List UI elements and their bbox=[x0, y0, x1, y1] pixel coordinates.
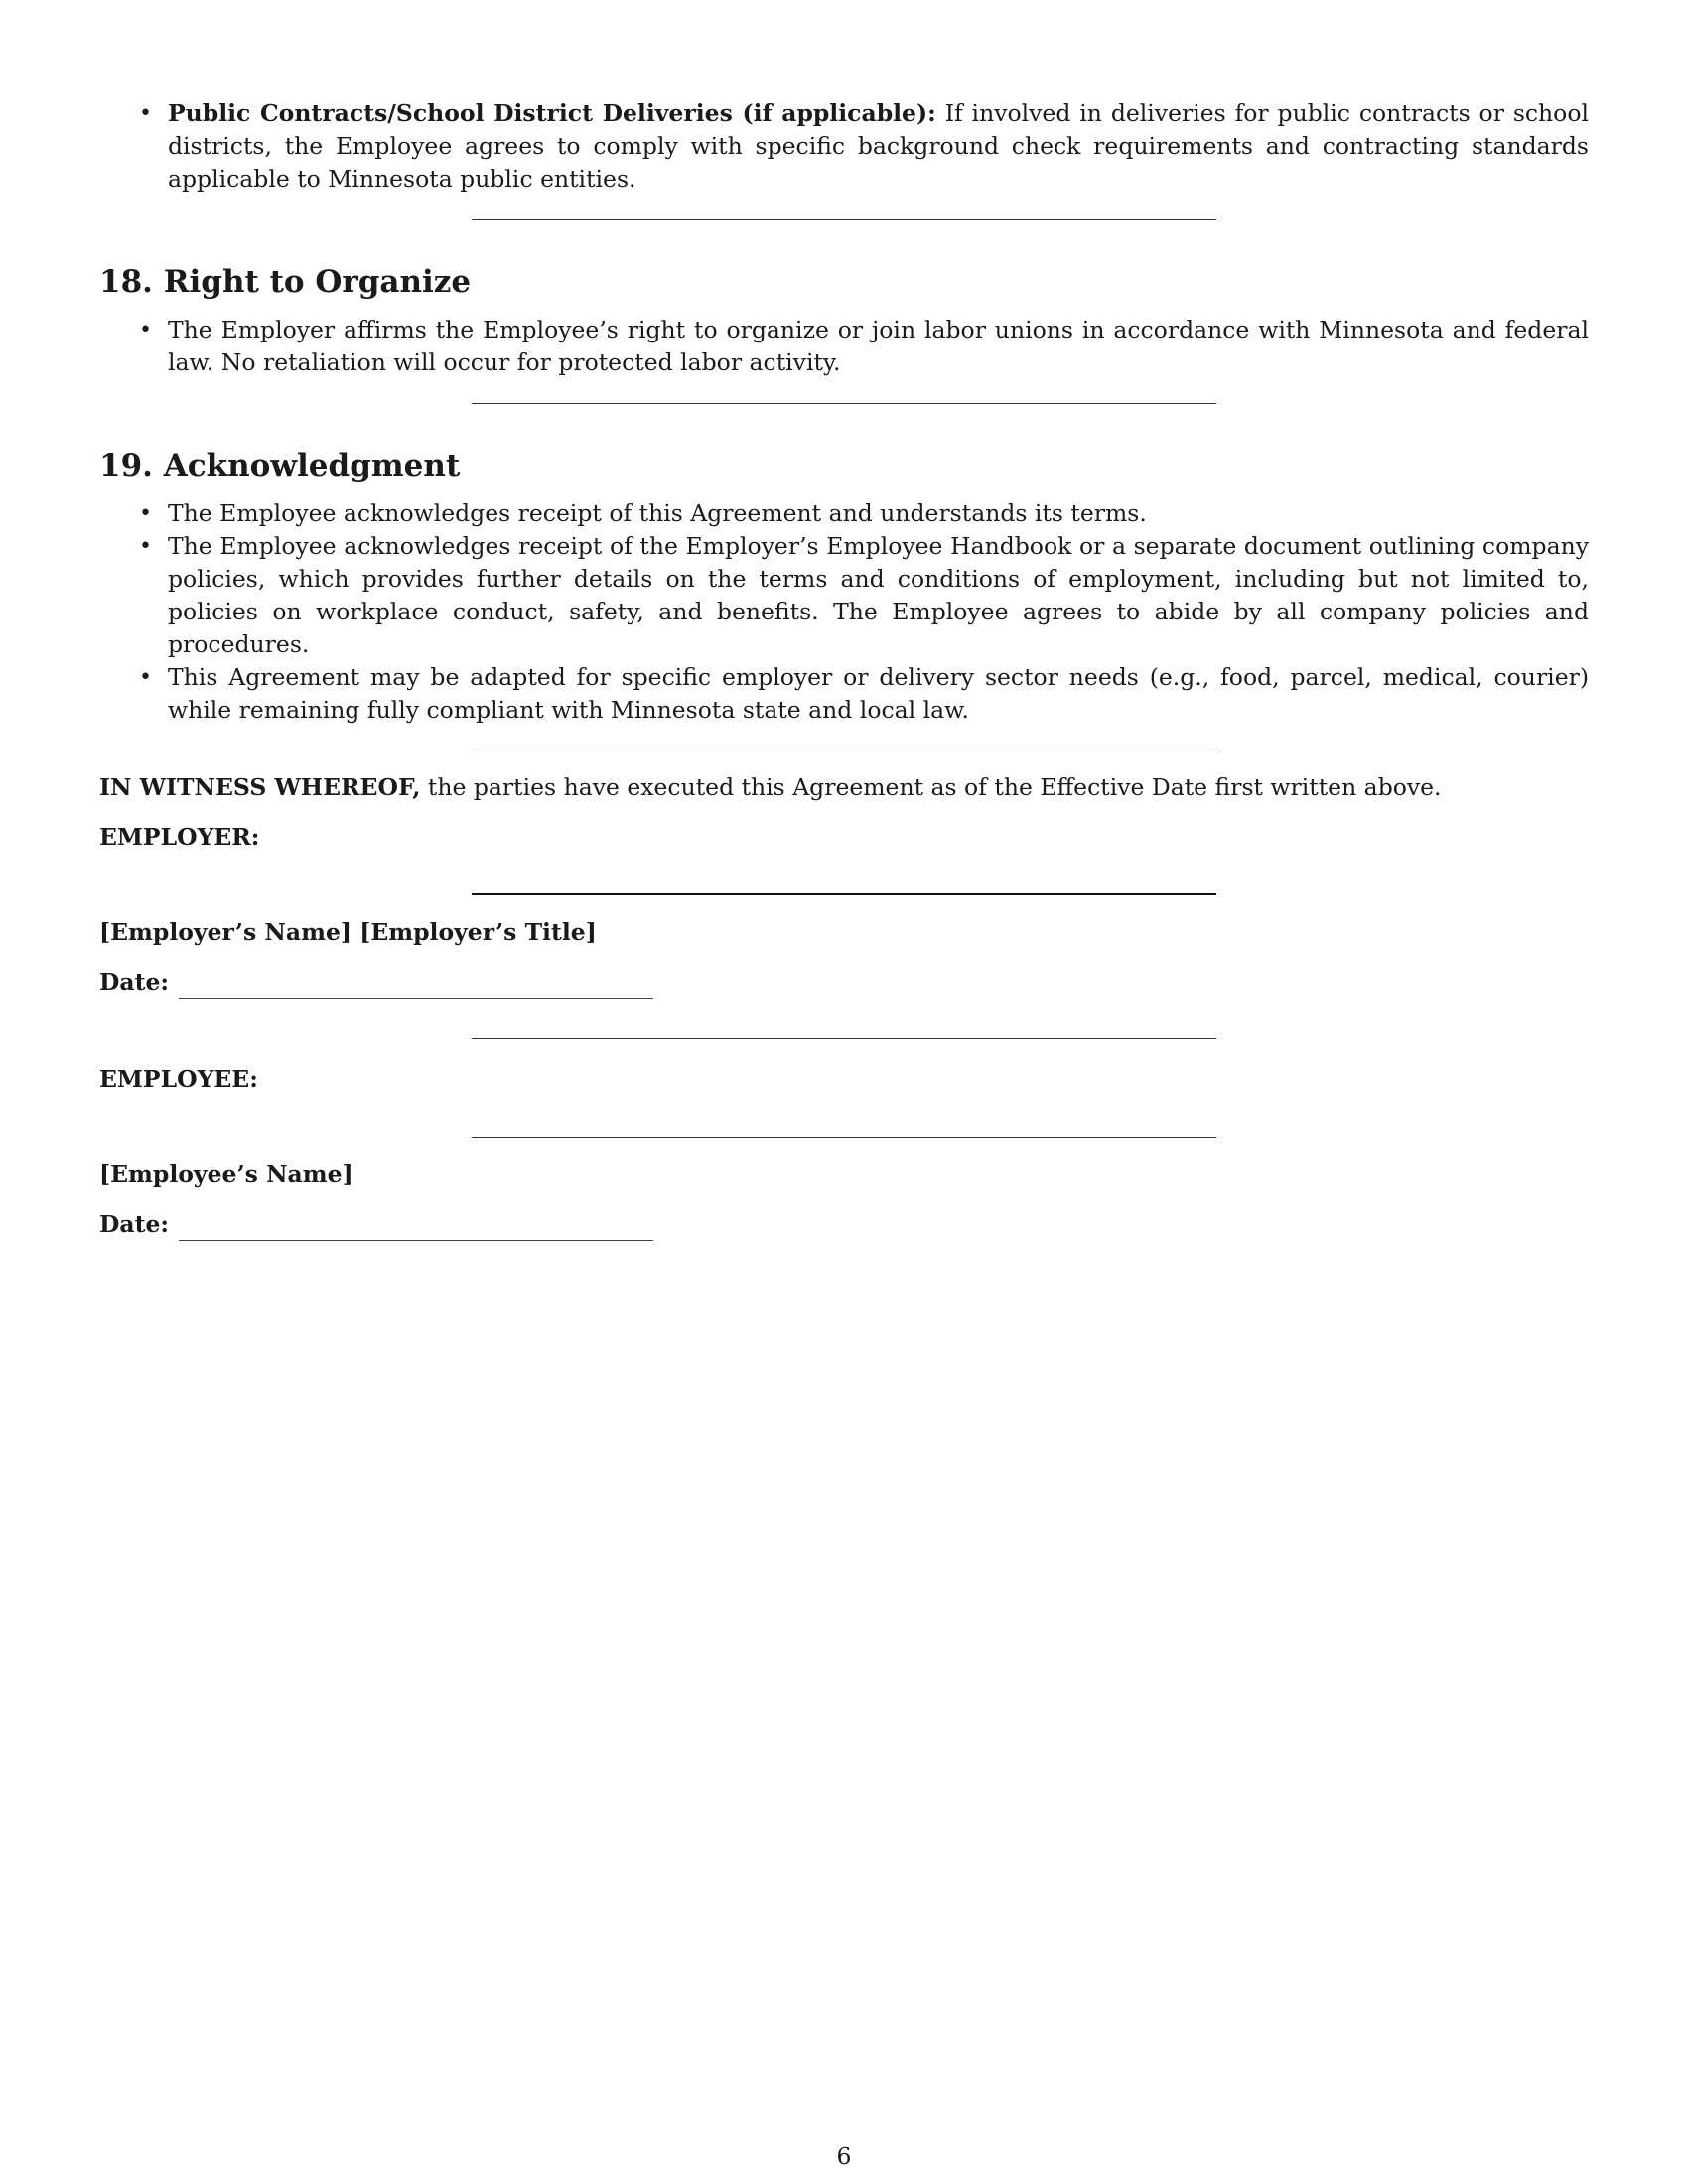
employer-label: EMPLOYER: bbox=[99, 823, 260, 851]
list-item: • The Employee acknowledges receipt of this Agreement and understands its terms. bbox=[99, 497, 1589, 530]
witness-clause bbox=[99, 771, 1589, 804]
list-item: • The Employer affirms the Employee’s right to organize or join labor unions in accordance with Minnesota and federal law. No retaliation will occur for protected labor activity. bbox=[99, 314, 1589, 379]
bullet-title: Public Contracts/School District Deliveries (if applicable): bbox=[168, 99, 936, 127]
section-divider bbox=[472, 219, 1216, 220]
employer-name-title: [Employer’s Name] [Employer’s Title] bbox=[99, 918, 597, 946]
witness-text: the parties have executed this Agreement as of the Effective Date first written above. bbox=[420, 773, 1442, 801]
section-divider bbox=[472, 1038, 1216, 1039]
list-item: • The Employee acknowledges receipt of the Employer’s Employee Handbook or a separate document outlining company policies, which provides further details on the terms and conditions of employment, including but not limited to, policies on workplace conduct, safety, and benefits. The Employee agrees to abide by all company policies and procedures. bbox=[99, 530, 1589, 661]
employer-signature-line[interactable] bbox=[472, 893, 1216, 895]
list-item: • This Agreement may be adapted for specific employer or delivery sector needs (e.g., food, parcel, medical, courier) while remaining fully compliant with Minnesota state and local law. bbox=[99, 661, 1589, 727]
page-number: 6 bbox=[836, 2142, 852, 2170]
employee-label: EMPLOYEE: bbox=[99, 1065, 258, 1093]
list-item bbox=[99, 97, 1589, 196]
section-19-heading: 19. Acknowledgment bbox=[99, 448, 461, 483]
employee-signature-line[interactable] bbox=[472, 1137, 1216, 1138]
document-page bbox=[99, 97, 1589, 1241]
witness-lead: IN WITNESS WHEREOF, bbox=[99, 773, 421, 801]
date-label: Date: bbox=[99, 968, 170, 996]
section-17-bullets bbox=[99, 97, 1589, 196]
section-18-heading: 18. Right to Organize bbox=[99, 264, 472, 300]
date-label: Date: bbox=[99, 1210, 170, 1238]
employer-date-field[interactable] bbox=[179, 974, 653, 999]
section-19-bullets bbox=[99, 497, 1589, 727]
employee-date-row bbox=[99, 1208, 1589, 1241]
employee-name: [Employee’s Name] bbox=[99, 1160, 353, 1188]
bullet-text: If involved in deliveries for public contracts or school districts, the Employee agrees to comply with specific background check requirements and contracting standards applicable to Minnesota public entities. bbox=[168, 99, 1589, 193]
section-divider bbox=[472, 403, 1216, 404]
section-18-bullets bbox=[99, 314, 1589, 379]
employee-date-field[interactable] bbox=[179, 1216, 653, 1241]
employer-date-row bbox=[99, 966, 1589, 999]
